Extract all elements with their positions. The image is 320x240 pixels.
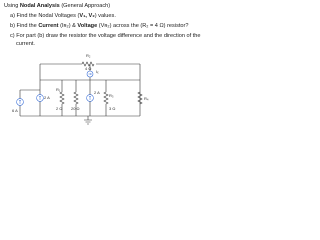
left-source-value: 2 A bbox=[44, 95, 50, 100]
r3-value-label: 3 Ω bbox=[109, 106, 116, 111]
rx-value-label: 20 Ω bbox=[71, 106, 80, 111]
r1-name-label: R₁ bbox=[56, 87, 61, 92]
method-name: Nodal Analysis bbox=[19, 3, 60, 9]
ground-symbol bbox=[84, 116, 92, 124]
question-c: c) For part (b) draw the resistor the voltage difference and the direction of the bbox=[10, 33, 201, 39]
question-b: b) Find the Current (Iʀ₂) & Voltage (Vʀ₂) across the (R₂ = 4 Ω) resistor? bbox=[10, 23, 189, 29]
question-c-continuation: current. bbox=[16, 41, 35, 47]
r2-value-label: 4 Ω bbox=[85, 66, 92, 71]
center-source-value: 2 A bbox=[94, 90, 100, 95]
r2-name-label: R₂ bbox=[86, 53, 91, 58]
outer-source-value: 6 A bbox=[12, 108, 18, 113]
instructions-intro: Using Nodal Analysis (General Approach) bbox=[4, 3, 111, 9]
r4-resistor bbox=[138, 92, 142, 104]
problem-document bbox=[0, 0, 200, 127]
ix-label: Iₓ bbox=[96, 69, 99, 74]
r3-resistor bbox=[104, 80, 108, 116]
r4-name-label: R₄ bbox=[144, 96, 149, 101]
r1-value-label: 2 Ω bbox=[56, 106, 63, 111]
r3-name-label: R₃ bbox=[109, 93, 114, 98]
question-a: a) Find the Nodal Voltages (V₁, V₂) values. bbox=[10, 13, 116, 19]
circuit-diagram bbox=[0, 50, 200, 127]
